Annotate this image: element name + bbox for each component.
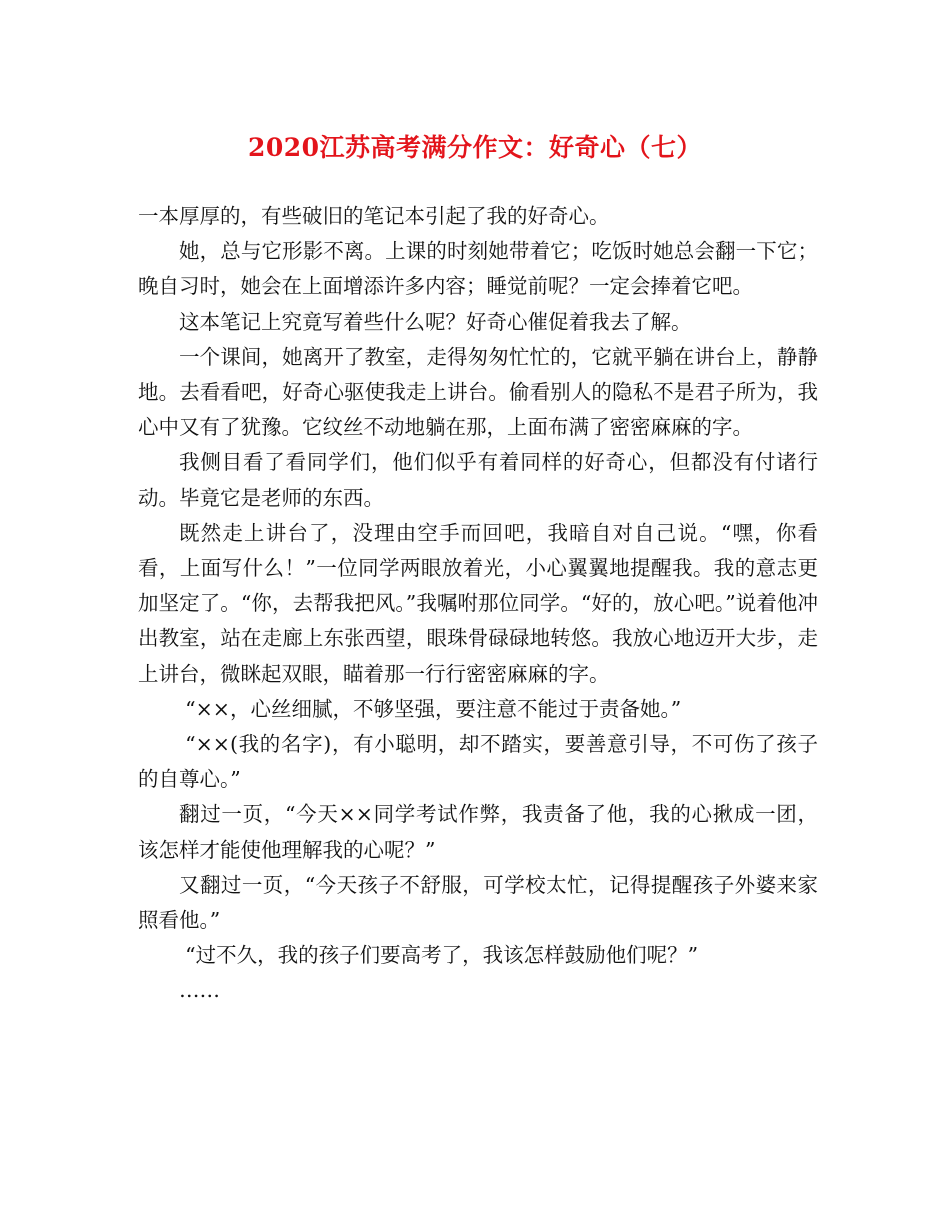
- paragraph-6: 既然走上讲台了，没理由空手而回吧，我暗自对自己说。“嘿，你看看，上面写什么！”一位同学两眼放着光，小心翼翼地提醒我。我的意志更加坚定了。“你，去帮我把风。”我嘱咐那位同学。“好的，放心吧。”说着他冲出教室，站在走廊上东张西望，眼珠骨碌碌地转悠。我放心地迈开大步，走上讲台，微眯起双眼，瞄着那一行行密密麻麻的字。: [138, 520, 818, 686]
- paragraph-12-ellipsis: ……: [179, 978, 220, 1003]
- paragraph-7: “××，心丝细腻，不够坚强，要注意不能过于责备她。”: [185, 696, 682, 721]
- paragraph-8: “××(我的名字)，有小聪明，却不踏实，要善意引导，不可伤了孩子的自尊心。”: [138, 732, 818, 792]
- paragraph-11: “过不久，我的孩子们要高考了，我该怎样鼓励他们呢？”: [185, 943, 699, 968]
- paragraph-4: 一个课间，她离开了教室，走得匆匆忙忙的，它就平躺在讲台上，静静地。去看看吧，好奇心驱使我走上讲台。偷看别人的隐私不是君子所为，我心中又有了犹豫。它纹丝不动地躺在那，上面布满了密密麻麻的字。: [138, 344, 818, 440]
- paragraph-1: 一本厚厚的，有些破旧的笔记本引起了我的好奇心。: [138, 204, 610, 228]
- paragraph-2: 她，总与它形影不离。上课的时刻她带着它；吃饭时她总会翻一下它；晚自习时，她会在上面增添许多内容；睡觉前呢？一定会捧着它吧。: [138, 239, 818, 299]
- essay-title: 2020江苏高考满分作文：好奇心（七）: [247, 133, 703, 162]
- paragraph-5: 我侧目看了看同学们，他们似乎有着同样的好奇心，但都没有付诸行动。毕竟它是老师的东西。: [138, 450, 818, 510]
- paragraph-10: 又翻过一页，“今天孩子不舒服，可学校太忙，记得提醒孩子外婆来家照看他。”: [138, 872, 818, 933]
- essay-body: [138, 199, 818, 1009]
- paragraph-3: 这本笔记上究竟写着些什么呢？好奇心催促着我去了解。: [179, 309, 692, 334]
- paragraph-9: 翻过一页，“今天××同学考试作弊，我责备了他，我的心揪成一团，该怎样才能使他理解我的心呢？”: [138, 802, 818, 862]
